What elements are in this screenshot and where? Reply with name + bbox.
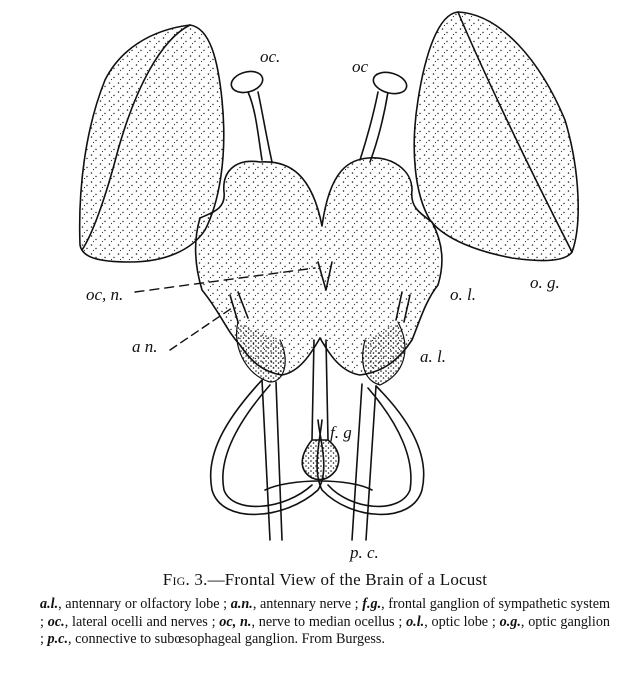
label-oc-right: oc (352, 57, 369, 76)
optic-ganglion-right (414, 12, 578, 260)
legend-abbr: o.g. (499, 613, 521, 630)
ocellus-left (229, 68, 265, 96)
legend-text: , optic lobe ; (424, 613, 496, 630)
legend-abbr: a.n. (230, 596, 253, 612)
legend-abbr: f.g. (362, 596, 382, 612)
label-a-l: a. l. (420, 347, 446, 366)
legend-text: , lateral ocelli and nerves ; (64, 613, 216, 630)
caption-title (40, 570, 610, 590)
frontal-connective (312, 340, 328, 440)
legend-text: , antennary or olfactory lobe ; (58, 596, 228, 612)
label-oc-n: oc, n. (86, 285, 124, 304)
label-oc-left: oc. (260, 47, 281, 66)
figure-title: —Frontal View of the Brain of a Locust (207, 570, 488, 589)
figure-caption (40, 570, 610, 649)
caption-source: From Burgess. (301, 631, 385, 647)
label-o-g: o. g. (530, 273, 560, 292)
ocellus-stalk-left (248, 92, 272, 162)
legend-text: , optic ganglion ; (40, 613, 611, 647)
figure-number: Fig. 3. (162, 570, 208, 589)
label-a-n: a n. (132, 337, 158, 356)
connective-left (262, 380, 282, 540)
legend-text: , nerve to median ocellus ; (251, 613, 403, 630)
legend-abbr: a.l. (40, 596, 59, 612)
caption-legend (40, 596, 610, 649)
legend-abbr: o.l. (406, 613, 425, 630)
legend-abbr: oc, n. (219, 613, 252, 630)
ocellus-stalk-right (360, 92, 388, 162)
legend-abbr: p.c. (47, 631, 68, 647)
legend-text: , frontal ganglion of sympathetic system ; (40, 596, 611, 630)
legend-text: , connective to subœsophageal ganglion. (68, 631, 299, 647)
frontal-ganglion (302, 440, 339, 480)
label-o-l: o. l. (450, 285, 476, 304)
label-p-c: p. c. (350, 543, 379, 562)
legend-abbr: oc. (47, 613, 65, 630)
label-f-g: f. g (330, 423, 352, 442)
ocellus-right (371, 69, 409, 97)
connective-right (352, 384, 376, 540)
legend-text: , antennary nerve ; (252, 596, 359, 612)
